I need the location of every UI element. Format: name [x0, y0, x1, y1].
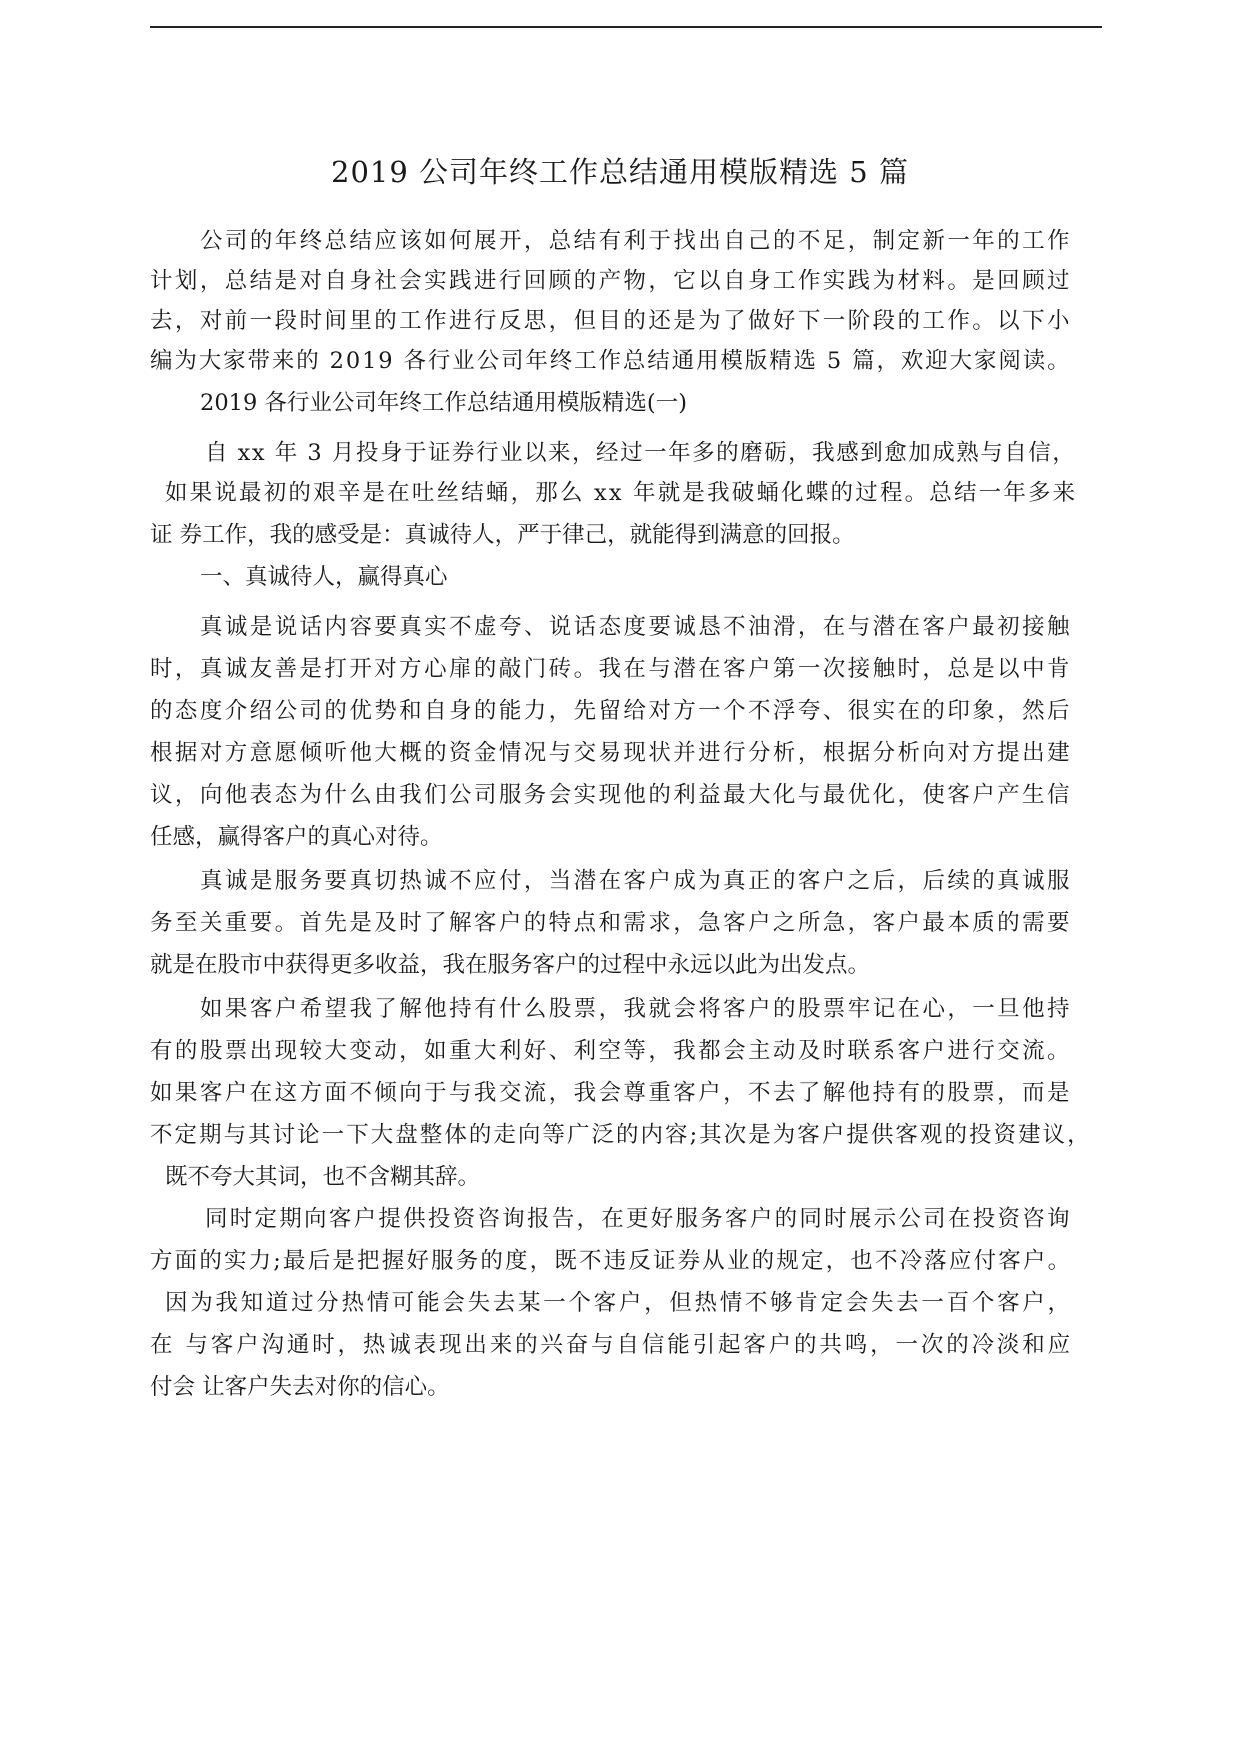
paragraph-line: 编为大家带来的 2019 各行业公司年终工作总结通用模版精选 5 篇，欢迎大家阅读。: [150, 348, 1072, 374]
paragraph-line: 如果说最初的艰辛是在吐丝结蛹，那么 xx 年就是我破蛹化蝶的过程。总结一年多来: [165, 480, 1078, 506]
paragraph-line: 真诚是服务要真切热诚不应付，当潜在客户成为真正的客户之后，后续的真诚服: [200, 868, 1072, 894]
paragraph-line: 的态度介绍公司的优势和自身的能力，先留给对方一个不浮夸、很实在的印象，然后: [150, 698, 1072, 724]
paragraph-line: 去，对前一段时间里的工作进行反思，但目的还是为了做好下一阶段的工作。以下小: [150, 308, 1072, 334]
paragraph-line: 根据对方意愿倾听他大概的资金情况与交易现状并进行分析，根据分析向对方提出建: [150, 740, 1072, 766]
paragraph-line: 时，真诚友善是打开对方心扉的敲门砖。我在与潜在客户第一次接触时，总是以中肯: [150, 656, 1072, 682]
paragraph-line: 既不夸大其词，也不含糊其辞。: [165, 1164, 481, 1190]
paragraph-line: 有的股票出现较大变动，如重大利好、利空等，我都会主动及时联系客户进行交流。: [150, 1038, 1072, 1064]
paragraph-line: 公司的年终总结应该如何展开，总结有利于找出自己的不足，制定新一年的工作: [200, 228, 1072, 254]
paragraph-line: 务至关重要。首先是及时了解客户的特点和需求，急客户之所急，客户最本质的需要: [150, 910, 1072, 936]
paragraph-line: 同时定期向客户提供投资咨询报告，在更好服务客户的同时展示公司在投资咨询: [205, 1206, 1072, 1232]
paragraph-line: 任感，赢得客户的真心对待。: [150, 824, 443, 850]
paragraph-line: 方面的实力;最后是把握好服务的度，既不违反证券从业的规定，也不冷落应付客户。: [150, 1248, 1073, 1274]
header-rule: [150, 26, 1102, 28]
page-title: 2019 公司年终工作总结通用模版精选 5 篇: [331, 155, 909, 189]
paragraph-line: 因为我知道过分热情可能会失去某一个客户，但热情不够肯定会失去一百个客户，: [165, 1290, 1073, 1316]
paragraph-line: 自 xx 年 3 月投身于证券行业以来，经过一年多的磨砺，我感到愈加成熟与自信，: [205, 440, 1077, 466]
paragraph-line: 如果客户在这方面不倾向于与我交流，我会尊重客户，不去了解他持有的股票，而是: [150, 1080, 1072, 1106]
paragraph-line: 如果客户希望我了解他持有什么股票，我就会将客户的股票牢记在心，一旦他持: [200, 996, 1072, 1022]
paragraph-line: 真诚是说话内容要真实不虚夸、说话态度要诚恳不油滑，在与潜在客户最初接触: [200, 614, 1072, 640]
paragraph-line: 就是在股市中获得更多收益，我在服务客户的过程中永远以此为出发点。: [150, 952, 871, 978]
section-heading: 一、真诚待人，赢得真心: [200, 564, 448, 590]
paragraph-line: 计划，总结是对自身社会实践进行回顾的产物，它以自身工作实践为材料。是回顾过: [150, 268, 1072, 294]
paragraph-line: 在 与客户沟通时，热诚表现出来的兴奋与自信能引起客户的共鸣，一次的冷淡和应: [150, 1332, 1074, 1358]
paragraph-line: 不定期与其讨论一下大盘整体的走向等广泛的内容;其次是为客户提供客观的投资建议，: [150, 1122, 1092, 1148]
paragraph-line: 议，向他表态为什么由我们公司服务会实现他的利益最大化与最优化，使客户产生信: [150, 782, 1072, 808]
paragraph-line: 付会 让客户失去对你的信心。: [150, 1374, 450, 1400]
paragraph-line: 证 券工作，我的感受是：真诚待人，严于律己，就能得到满意的回报。: [150, 522, 855, 548]
section-heading: 2019 各行业公司年终工作总结通用模版精选(一): [200, 390, 687, 416]
